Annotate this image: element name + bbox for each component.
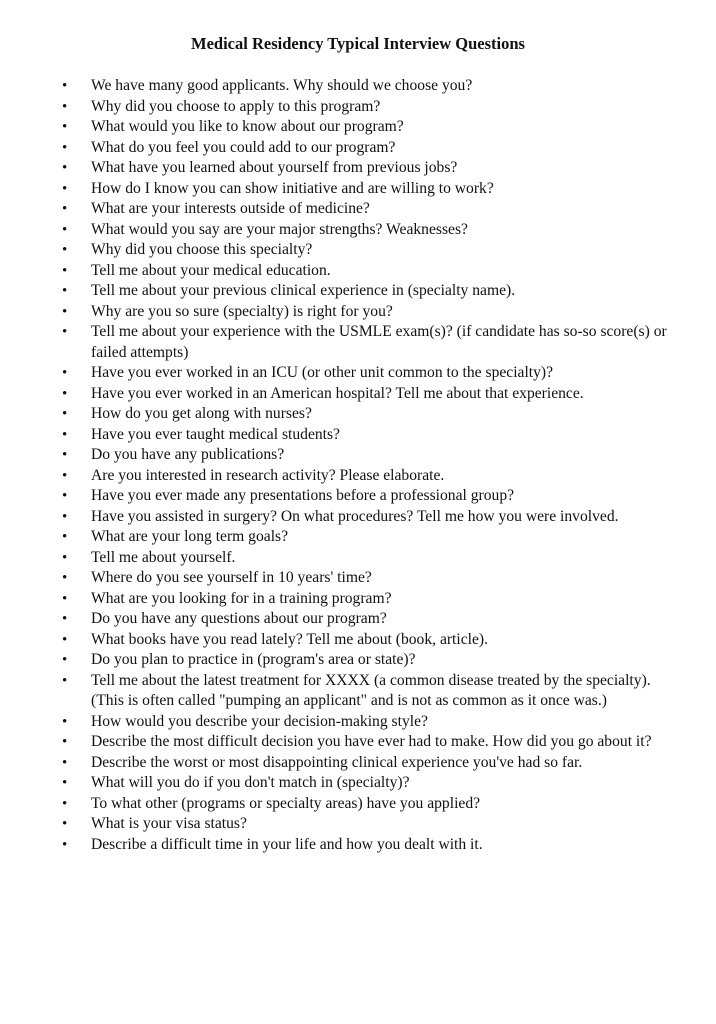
bullet-icon: • [62,221,68,238]
bullet-icon: • [62,201,68,217]
question-item [0,486,681,507]
question-text: To what other (programs or specialty areas) have you applied? [91,794,481,812]
question-item [0,568,681,589]
question-list [0,76,716,855]
question-item [0,650,681,671]
bullet-icon: • [62,262,68,279]
bullet-icon: • [62,734,68,750]
question-item [0,630,681,651]
question-text: How would you describe your decision-making style? [91,712,428,730]
bullet-icon: • [62,426,68,443]
question-text: Do you have any publications? [91,446,285,463]
question-item [0,322,681,363]
bullet-icon: • [62,508,68,525]
question-text: What would you like to know about our program? [91,118,404,135]
bullet-icon: • [62,365,68,381]
question-text: Why did you choose this specialty? [91,241,313,258]
question-text: Are you interested in research activity? Please elaborate. [91,466,445,484]
bullet-icon: • [62,160,68,176]
question-text: Why did you choose to apply to this program? [91,97,381,115]
question-text: Tell me about the latest treatment for XXXX (a common disease treated by the specialty). (This is often called "pumping an applicant" and is not as common as it once was.) [91,671,651,709]
bullet-icon: • [62,529,68,545]
question-text: Describe the most difficult decision you have ever had to make. How did you go about it? [91,733,652,750]
question-item [0,220,681,241]
question-text: What is your visa status? [91,815,247,832]
question-item [0,363,681,384]
question-item [0,609,681,630]
bullet-icon: • [62,611,68,627]
bullet-icon: • [62,775,68,791]
question-item [0,199,681,220]
question-text: Have you assisted in surgery? On what procedures? Tell me how you were involved. [91,507,619,525]
bullet-icon: • [62,672,68,689]
question-text: Have you ever made any presentations before a professional group? [91,487,515,504]
bullet-icon: • [62,549,68,566]
question-text: Do you plan to practice in (program's area or state)? [91,651,416,668]
bullet-icon: • [62,570,68,586]
question-item [0,794,681,815]
bullet-icon: • [62,119,68,135]
bullet-icon: • [62,139,68,156]
bullet-icon: • [62,242,68,258]
bullet-icon: • [62,78,68,94]
question-item [0,281,681,302]
question-text: What do you feel you could add to our program? [91,138,396,156]
question-item [0,527,681,548]
question-item [0,117,681,138]
question-text: What have you learned about yourself from previous jobs? [91,159,458,176]
question-item [0,507,681,528]
question-item [0,76,681,97]
question-item [0,425,681,446]
question-text: Describe a difficult time in your life and how you dealt with it. [91,835,483,853]
bullet-icon: • [62,652,68,668]
question-text: What will you do if you don't match in (specialty)? [91,774,410,791]
question-item [0,179,681,200]
question-text: What would you say are your major strengths? Weaknesses? [91,220,468,238]
question-item [0,240,681,261]
question-item [0,835,681,856]
question-item [0,445,681,466]
question-text: Tell me about yourself. [91,548,236,566]
question-item [0,384,681,405]
question-item [0,302,681,323]
bullet-icon: • [62,713,68,730]
bullet-icon: • [62,816,68,832]
bullet-icon: • [62,180,68,197]
question-text: Do you have any questions about our program? [91,610,387,627]
question-item [0,548,681,569]
question-text: Tell me about your medical education. [91,261,331,279]
bullet-icon: • [62,754,68,771]
question-item [0,466,681,487]
question-text: What are your interests outside of medicine? [91,200,370,217]
question-item [0,732,681,753]
bullet-icon: • [62,795,68,812]
question-item [0,589,681,610]
bullet-icon: • [62,283,68,299]
bullet-icon: • [62,303,68,320]
bullet-icon: • [62,406,68,422]
bullet-icon: • [62,447,68,463]
question-text: How do you get along with nurses? [91,405,312,422]
question-text: Where do you see yourself in 10 years' time? [91,569,372,586]
bullet-icon: • [62,488,68,504]
question-item [0,404,681,425]
question-item [0,158,681,179]
question-item [0,773,681,794]
question-text: Describe the worst or most disappointing clinical experience you've had so far. [91,753,583,771]
question-text: Have you ever worked in an ICU (or other unit common to the specialty)? [91,364,554,381]
bullet-icon: • [62,631,68,648]
bullet-icon: • [62,324,68,340]
question-item [0,97,681,118]
question-item [0,261,681,282]
question-item [0,814,681,835]
question-text: What are your long term goals? [91,528,289,545]
question-item [0,138,681,159]
page-title: Medical Residency Typical Interview Questions [191,34,525,53]
question-item [0,671,681,712]
bullet-icon: • [62,467,68,484]
question-text: We have many good applicants. Why should we choose you? [91,77,473,94]
bullet-icon: • [62,590,68,607]
question-text: What books have you read lately? Tell me about (book, article). [91,630,488,648]
bullet-icon: • [62,385,68,402]
question-text: Have you ever worked in an American hospital? Tell me about that experience. [91,384,584,402]
bullet-icon: • [62,98,68,115]
question-text: Tell me about your previous clinical experience in (specialty name). [91,282,516,299]
question-text: Tell me about your experience with the USMLE exam(s)? (if candidate has so-so score(s) or failed attempts) [91,323,667,361]
question-text: What are you looking for in a training program? [91,589,392,607]
question-text: Have you ever taught medical students? [91,425,340,443]
question-item [0,753,681,774]
question-text: How do I know you can show initiative and are willing to work? [91,179,494,197]
question-item [0,712,681,733]
bullet-icon: • [62,836,68,853]
question-text: Why are you so sure (specialty) is right for you? [91,302,393,320]
